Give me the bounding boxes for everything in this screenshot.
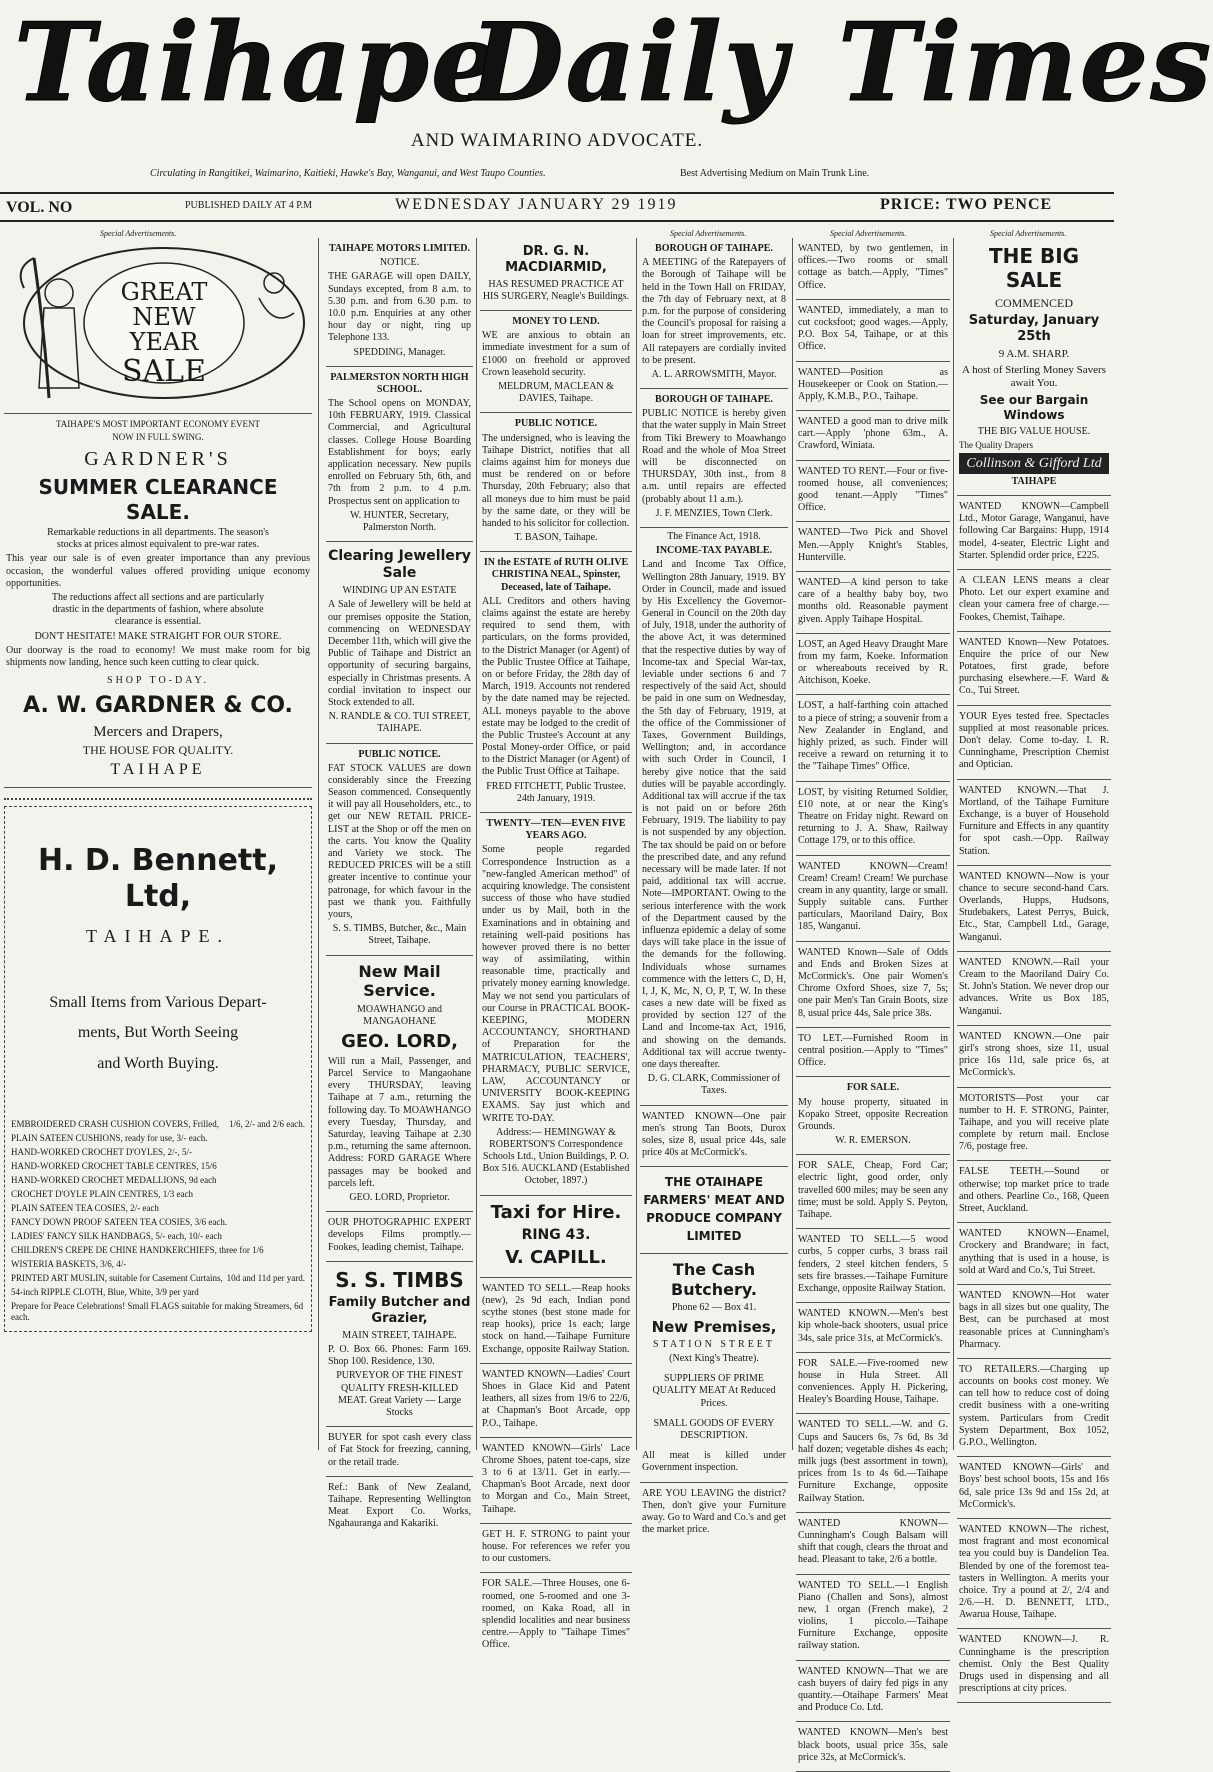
special-ads-label-6: Special Advertisements. <box>990 229 1067 238</box>
estate-sig: FRED FITCHETT, Public Trustee. 24th January, 1919. <box>486 780 626 804</box>
next-kings: (Next King's Theatre). <box>669 1353 759 1365</box>
commenced: COMMENCED <box>994 295 1073 310</box>
classified-ad <box>957 1629 1111 1703</box>
pns-body: The School opens on MONDAY, 10th FEBRUARY, 1919. Classical Commercial, and Agricultural classes. College House Boarding Establishment for boys; early application necessary. New pupils enrolled on February 5th, 6th, and 7th from 2 p.m. to 4 p.m. Prospectus sent on application to <box>328 398 471 507</box>
ad-text: FOR SALE.—Three Houses, one 6-roomed, one 5-roomed and one 3-roomed, on Kaka Road, all in splendid localities and near business centre.—Apply to "Taihape Times" Office. <box>482 1578 630 1651</box>
ad-text: WANTED TO SELL.—Reap hooks (new), 2s 9d each, Indian pond scythe stones (best stone made for reap hooks), price 1s each; large stock on hand.—Taihape Furniture Exchange, opposite Railway Station. <box>482 1282 630 1355</box>
big-sale-heading: THE BIG SALE <box>988 244 1080 293</box>
mercers: Mercers and Drapers, <box>93 724 223 741</box>
taxi-ad <box>480 1196 632 1278</box>
column-1 <box>4 238 312 1450</box>
photo-expert-ad <box>326 1212 473 1262</box>
cash-butchery-heading: The Cash Butchery. <box>671 1260 757 1299</box>
ad-text: WANTED a good man to drive milk cart.—Apply 'phone 63m., A. Crawford, Winiata. <box>798 416 948 452</box>
item-name: HAND-WORKED CROCHET TABLE CENTRES, 15/6 <box>11 1160 217 1171</box>
item-name: CROCHET D'OYLE PLAIN CENTRES, 1/3 each <box>11 1188 193 1199</box>
item-name: 54-inch RIPPLE CLOTH, Blue, White, 3/9 per yard <box>11 1286 199 1297</box>
collinson-logo: Collinson & Gifford Ltd <box>959 453 1109 474</box>
classified-ad <box>796 411 950 461</box>
strong-paint-ad <box>480 1524 632 1574</box>
money-body: WE are anxious to obtain an immediate investment for a sum of £1000 on freehold or approved Crown leasehold security. <box>482 330 630 378</box>
ad-text: WANTED KNOWN—Men's best black boots, usual price 35s, sale price 32s, at McCormick's. <box>798 1727 948 1763</box>
small-items-1: Small Items from Various Depart- <box>49 993 267 1011</box>
classified-ad <box>957 570 1111 632</box>
list-item <box>11 1119 305 1130</box>
jewellery-sale-ad <box>326 542 473 743</box>
classified-ad <box>957 632 1111 706</box>
gardners-p1: Remarkable reductions in all departments. The season's stocks at prices almost equivalent to pre-war rates. <box>47 527 269 551</box>
classified-ad <box>796 1661 950 1723</box>
taxi-name: V. CAPILL. <box>505 1246 607 1268</box>
special-ads-label-4: Special Advertisements. <box>670 229 747 238</box>
motors-sig: SPEDDING, Manager. <box>353 346 446 358</box>
item-name: EMBROIDERED CRASH CUSHION COVERS, Frilled, <box>11 1118 220 1129</box>
ad-text: FOR SALE, Cheap, Ford Car; electric light, good order, only travelled 600 miles; may be seen any time; must be sold. Apply S. Peyton, Taihape. <box>798 1160 948 1220</box>
otaihape-farmers-ad <box>640 1167 788 1254</box>
reference-body: Ref.: Bank of New Zealand, Taihape. Representing Wellington Meat Export Co. Works, Ngahauranga and Kakariki. <box>328 1481 471 1530</box>
buyer-body: BUYER for spot cash every class of Fat Stock for freezing, canning, or the retail trade. <box>328 1432 471 1468</box>
ad-text: WANTED—Position as Housekeeper or Cook on Station.—Apply, K.M.B., P.O., Taihape. <box>798 366 948 402</box>
sst-phones: P. O. Box 66. Phones: Farm 169. Shop 100. Residence, 130. <box>328 1344 471 1368</box>
item-name: WISTERIA BASKETS, 3/6, 4/- <box>11 1258 127 1269</box>
classified-ad <box>796 695 950 781</box>
public-notice-body: FAT STOCK VALUES are down considerably since the Freezing Season commenced. Consequently it will pay all Householders, etc., to get our NEW RETAIL PRICE-LIST at the Shop or off the men on the carts. You know the Quality and Variety we stock. The REDUCED PRICES will be a still greater incentive to continue your patronage, for which favour in the past we thank you. Faithfully yours, <box>328 762 471 920</box>
ad-text: FOR SALE.—Five-roomed new house in Hula Street. All conveniences. Apply H. Pickering, Healey's Boarding House, Taihape. <box>798 1357 948 1406</box>
column-3 <box>480 238 632 1651</box>
taxi-heading: Taxi for Hire. <box>490 1201 622 1223</box>
otaihape-heading: THE OTAIHAPE FARMERS' MEAT AND PRODUCE COMPANY LIMITED <box>643 1175 785 1244</box>
mail-service-ad <box>326 956 473 1213</box>
classified-ad <box>796 461 950 523</box>
classified-ad <box>796 1414 950 1512</box>
list-item <box>11 1133 305 1144</box>
classified-ad <box>796 238 950 300</box>
ad-text: WANTED Known—New Potatoes. Enquire the price of our New Potatoes, first grade, before purchasing elsewhere.—F. Ward & Co., Tui Street. <box>959 636 1109 697</box>
classified-ad <box>796 1303 950 1353</box>
borough-heading: BOROUGH OF TAIHAPE. <box>655 243 773 254</box>
jewellery-sig: N. RANDLE & CO. TUI STREET, TAIHAPE. <box>328 711 471 735</box>
twenty-body: Some people regarded Correspondence Instruction as a "new-fangled American method" of acquiring knowledge. The consistent success of those who have studied under us by Mail, both in the Examinations and in obtaining and retaining well-paid positions has however proved there is no better way of assimilating, within reasonable time, practically and privately money earning knowledge. May we not send you particulars of our Course in PRACTICAL BOOK-KEEPING, MODERN ACCOUNTANCY, SHORTHAND of Preparation for the MATRICULATION, TEACHERS', PHARMACY, PUBLIC SERVICE, LAW, ACCOUNTANCY or UNIVERSITY BOOK-KEEPING EXAMS. Say just which and WRITE TO-DAY. <box>482 844 630 1124</box>
mail-sig: GEO. LORD, Proprietor. <box>349 1191 450 1203</box>
list-item <box>11 1259 305 1270</box>
reap-hooks-ad <box>480 1278 632 1364</box>
event-line-1: TAIHAPE'S MOST IMPORTANT ECONOMY EVENT <box>56 419 260 429</box>
ad-text: WANTED KNOWN.—Rail your Cream to the Maoriland Dairy Co. St. John's Station. We never drop our advances. Write us Box 185, Wanganui. <box>959 956 1109 1017</box>
twenty-heading: TWENTY—TEN—EVEN FIVE YEARS AGO. <box>486 818 626 842</box>
item-name: Prepare for Peace Celebrations! Small FLAGS suitable for making Streamers, 6d each. <box>11 1300 304 1322</box>
jewellery-body: A Sale of Jewellery will be held at our premises opposite the Station, commencing on WEDNESDAY December 11th, which will give the Public of Taihape and District an opportunity of securing bargains, especially in Christmas presents. A cordial invitation to inspect our Stock extended to all. <box>328 599 471 708</box>
suppliers: SUPPLIERS OF PRIME QUALITY MEAT At Reduced Prices. <box>652 1373 776 1409</box>
event-line-2: NOW IN FULL SWING. <box>112 431 204 442</box>
masthead-word-taihape: Taihape <box>14 0 502 126</box>
neal-estate-ad <box>480 552 632 813</box>
leaving-district-ad <box>640 1483 788 1544</box>
ad-text: WANTED KNOWN—One pair men's strong Tan Boots, Durox soles, size 8, usual price 44s, sale price 40s at McCormick's. <box>642 1110 786 1159</box>
classified-ad <box>796 572 950 634</box>
gardners-title: GARDNER'S <box>84 447 232 470</box>
ad-text: WANTED KNOWN—Cream! Cream! Cream! Cream! We purchase cream in any quantity, large or small. Supply suitable cans. Further particulars, Maoriland Dairy, Box 185, Wanganui. <box>798 860 948 933</box>
classified-ad <box>957 1223 1111 1285</box>
classified-ad <box>957 1088 1111 1162</box>
hdb-name: H. D. Bennett, Ltd, <box>37 842 279 915</box>
gardners-p5: Our doorway is the road to economy! We must make room for big shipments now landing, hence such keen cutting to clear quick. <box>6 644 310 668</box>
jewellery-sub: WINDING UP AN ESTATE <box>342 585 457 597</box>
estate-body: ALL Creditors and others having claims against the estate are hereby required to send them, with particulars, on the forms provided, to the District Manager (or Agent) of the Public Trustee Office at Taihape, on or before Friday, the 28th day of March, 1919. Accounts not rendered by the date named may be rejected. ALL moneys payable to the above estate may be lodged to the credit of the Public Trustee's Account at any Postal Money-order Office, or paid to the District Manager (or Agent) of the Public Trust Office at Taihape. <box>482 595 630 778</box>
for-sale-body: My house property, situated in Kopako Street, opposite Recreation Grounds. <box>798 1096 948 1132</box>
classified-ad <box>796 942 950 1028</box>
ad-text: WANTED KNOWN.—Men's best kip whole-back shooters, usual price 34s, sale price 31s, at McCormick's. <box>798 1308 948 1344</box>
pns-heading: PALMERSTON NORTH HIGH SCHOOL. <box>330 371 469 395</box>
issue-price: PRICE: TWO PENCE <box>880 196 1053 213</box>
special-ads-label-1: Special Advertisements. <box>100 229 177 238</box>
classified-ad <box>957 1026 1111 1088</box>
ad-text: LOST, a half-farthing coin attached to a piece of string; a souvenir from a New Zealander in England, and highly prized, as such. Finder will receive a reward on returning it to the "Taihape Times" Office. <box>798 700 948 773</box>
gny-line-3: SALE <box>121 353 207 389</box>
bason-sig: T. BASON, Taihape. <box>514 532 598 544</box>
classified-ad <box>957 1519 1111 1630</box>
awg-town: TAIHAPE <box>110 761 206 779</box>
ad-text: WANTED TO RENT.—Four or five-roomed house, all conveniences; good tenant.—Apply "Times" Office. <box>798 465 948 514</box>
ad-text: WANTED TO SELL.—1 English Piano (Challen and Sons), almost new, 1 organ (French make), 2 violins, 1 piccolo.—Taihape Furniture Exchange, opposite railway station. <box>798 1579 948 1652</box>
money-heading: MONEY TO LEND. <box>512 316 600 328</box>
summer-clearance-title: SUMMER CLEARANCE SALE. <box>38 475 278 524</box>
classified-list-2 <box>796 1155 950 1772</box>
emerson-for-sale-ad <box>796 1077 950 1155</box>
finance-body: Land and Income Tax Office, Wellington 28th January, 1919. BY Order in Council, made and issued by His Excellency the Governor-General in Council on the 20th day of July, 1918, under the authority of the above Act, it was determined that the respective duties by way of Income-tax and Special War-tax, leviable under sections 6 and 7 respectively of the said Act, should be paid in one sum on Wednesday, the 5th day of February, 1919, at the office of the Commissioner of Taxes, Government Buildings, Wellington; and, in accordance with such Order in Council, I hereby give notice that the said duties will be payable accordingly. Additional tax will accrue if the tax is not paid on or before 26th February, 1919. The liability to pay is not suspended by any objection. The tax should be paid on or before the prescribed date, and any refund necessary will be made later. If not paid, additional tax will accrue. Note—IMPORTANT. Owing to the serious interference with the work of the Department caused by the influenza epidemic a delay of some days will take place in the issue of the demands for the following. Individuals whose surnames commence with the letters C, D, H, I, J, K, Mc, N, O, P, T, W. In these cases a new date will be fixed as provided by section 127 of the Land and Income-tax Act, 1916, and showing on the demands. Additional tax will accrue twenty-one days thereafter. <box>642 559 786 1070</box>
bason-body: The undersigned, who is leaving the Taihape District, notifies that all claims against him for moneys due must be rendered on or before Thursday, 20th February; also that all moneys due to him must be paid by the same date, or they will be handed to his solicitor for collection. <box>482 432 630 529</box>
classified-ad <box>957 1457 1111 1519</box>
small-items-2: ments, But Worth Seeing <box>77 1024 239 1042</box>
classified-ad <box>796 1513 950 1575</box>
ad-text: WANTED KNOWN.—That J. Mortland, of the Taihape Furniture Exchange, is a buyer of Household Furniture and Effects in any quantity for spot cash.—Opp. Railway Station. <box>959 784 1109 857</box>
motors-notice: NOTICE. <box>379 257 420 269</box>
item-name: PLAIN SATEEN CUSHIONS, ready for use, 3/- each. <box>11 1132 208 1143</box>
borough-meeting-ad <box>640 238 788 389</box>
issue-date: WEDNESDAY JANUARY 29 1919 <box>395 196 678 213</box>
nine-am: 9 A.M. SHARP. <box>998 348 1070 361</box>
gardners-sale-ad <box>4 414 312 788</box>
list-item <box>11 1175 305 1186</box>
ad-text: LOST, by visiting Returned Soldier, £10 note, at or near the King's Theatre on Friday night. Reward on returning to J. A. Shaw, Railway Cottage 179, or to this office. <box>798 786 948 847</box>
borough-sig: A. L. ARROWSMITH, Mayor. <box>651 368 777 380</box>
volume-number: VOL. NO <box>6 199 73 216</box>
taihape-motors-ad <box>326 238 473 367</box>
finance-act-ad <box>640 528 788 1106</box>
borough2-heading: BOROUGH OF TAIHAPE. <box>655 394 773 406</box>
ad-text: WANTED KNOWN—Hot water bags in all sizes but one quality, The Best, can be purchased at most reasonable prices at Cunningham's Pharmacy. <box>959 1289 1109 1350</box>
court-shoes-ad <box>480 1364 632 1438</box>
classified-ad <box>796 300 950 362</box>
taxi-ring: RING 43. <box>521 1226 591 1243</box>
sst-addr: MAIN STREET, TAIHAPE. <box>342 1329 457 1341</box>
item-name: PRINTED ART MUSLIN, suitable for Casement Curtains, <box>11 1272 223 1283</box>
masthead-subtitle: AND WAIMARINO ADVOCATE. <box>410 130 704 151</box>
ad-text: TO LET.—Furnished Room in central position.—Apply to "Times" Office. <box>798 1032 948 1069</box>
reference-ad <box>326 1477 473 1538</box>
host-line: A host of Sterling Money Savers await You. <box>962 363 1106 389</box>
motors-body: THE GARAGE will open DAILY, Sundays excepted, from 8 a.m. to 5.30 p.m. and from 6.30 p.m. to 10.0 p.m. Enquiries at any other hour day or night, ring up Telephone 133. <box>328 271 471 344</box>
column-rule <box>636 238 637 1450</box>
masthead-word-times: Times <box>838 0 1213 126</box>
small-goods: SMALL GOODS OF EVERY DESCRIPTION. <box>653 1417 775 1441</box>
ad-text: FALSE TEETH.—Sound or otherwise; top market price to trade and others. Pearline Co., 168, Queen Street, Auckland. <box>959 1166 1109 1215</box>
money-sig: MELDRUM, MACLEAN & DAVIES, Taihape. <box>498 381 614 405</box>
ad-text: WANTED KNOWN—Campbell Ltd., Motor Garage, Wanganui, have following Car Bargains: Hupp, 1914 model, 4-seater, Electric Light and Starter. Splendid order price, £225. <box>959 501 1109 561</box>
mail-sub: MOAWHANGO and MANGAOHANE <box>356 1003 443 1027</box>
ad-text: WANTED KNOWN—Now is your chance to secure second-hand Cars. Overlands, Hupps, Hudsons, Studebakers, Latest Perrys, Buick, Etc., Star, Campbell Ltd., Garage, Wanganui. <box>959 870 1109 943</box>
classified-ad <box>796 1722 950 1772</box>
ad-text: WANTED KNOWN—Ladies' Court Shoes in Glace Kid and Patent leathers, all sizes from 19/6 to 22/6, at Chapman's Boot Arcade, opp P.O., Taihape. <box>482 1368 630 1429</box>
classified-ad <box>796 1229 950 1303</box>
sst-sub: Family Butcher and Grazier, <box>328 1295 471 1326</box>
ad-text: WANTED KNOWN—Enamel, Crockery and Brandware; in fact, anything that is used in a house, is sold at Ward and Co.'s, Tui Street. <box>959 1228 1109 1276</box>
cash-phone: Phone 62 — Box 41. <box>671 1302 757 1314</box>
bason-heading: PUBLIC NOTICE. <box>514 418 598 430</box>
item-price: 1/6, 2/- and 2/6 each. <box>229 1118 305 1129</box>
ad-text: TO RETAILERS.—Charging up accounts on books cost money. We can tell how to reduce cost of doing credit business with a one-writing system. Particulars from Credit System Department, Box 1052, G.P.O., Wellington. <box>959 1363 1109 1449</box>
gardners-p2: This year our sale is of even greater importance than any previous occasion, the wonderful values offered providing unique economy opportunities. <box>6 553 310 589</box>
hd-bennett-ad <box>4 806 312 1333</box>
tan-boots-ad <box>640 1106 788 1168</box>
column-2 <box>326 238 473 1530</box>
item-name: PLAIN SATEEN TEA COSIES, 2/- each <box>11 1202 159 1213</box>
gny-line-1: GREAT <box>120 278 208 306</box>
classified-ad <box>796 782 950 856</box>
ad-text: WANTED—A kind person to take care of a healthy baby boy, two months old. Reasonable payment given. Apply Taihape Hospital. <box>798 576 948 625</box>
shop-today: SHOP TO-DAY. <box>107 675 209 687</box>
ad-text: WANTED Known—Sale of Odds and Ends and Broken Sizes at McCormick's. One pair Women's Chrome Oxford Shoes, size 7, 5s; one pair Men's Tan Grain Boots, size 8, usual price 44s, Sale price 38s. <box>798 946 948 1019</box>
sst-name: S. S. TIMBS <box>335 1267 464 1292</box>
item-name: LADIES' FANCY SILK HANDBAGS, 5/- each, 10/- each <box>11 1230 222 1241</box>
circulation-line: Circulating in Rangitikei, Waimarino, Kaitieki, Hawke's Bay, Wanganui, and West Taupo Counties. <box>150 168 546 179</box>
classified-ad <box>957 1285 1111 1359</box>
estate-heading: IN the ESTATE of RUTH OLIVE CHRISTINA NEAL, Spinster, Deceased, late of Taihape. <box>483 557 629 593</box>
sst-body: PURVEYOR OF THE FINEST QUALITY FRESH-KILLED MEAT. Great Variety — Large Stocks <box>336 1370 463 1418</box>
great-new-year-sale-illustration <box>4 238 312 414</box>
ad-text: WANTED—Two Pick and Shovel Men.—Apply Knight's Stables, Hunterville. <box>798 527 948 563</box>
best-medium-line: Best Advertising Medium on Main Trunk Line. <box>680 168 870 179</box>
ad-text: YOUR Eyes tested free. Spectacles supplied at most reasonable prices. Don't delay. Come to-day. I. R. Cunninghame, Prescription Chemist and Optician. <box>959 710 1109 771</box>
ad-text: GET H. F. STRONG to paint your house. For references we refer you to our customers. <box>482 1528 630 1565</box>
new-premises: New Premises, <box>651 1317 777 1336</box>
masthead-word-daily: Daily <box>470 0 789 126</box>
public-notice-timbs-ad <box>326 744 473 956</box>
ad-text: WANTED KNOWN—J. R. Cunninghame is the prescription chemist. Only the Best Quality Drugs used in dispensing and all prescriptions at city prices. <box>959 1634 1109 1695</box>
item-price: 10d and 11d per yard. <box>226 1272 305 1283</box>
buyer-ad <box>326 1427 473 1477</box>
borough2-body: PUBLIC NOTICE is hereby given that the water supply in Main Street from Tiki Brewery to Moawhango Road and the whole of Moa Street will be disconnected on THURSDAY, 30th inst., from 8 a.m. until repairs are effected (probably about 11 a.m.). <box>642 408 786 505</box>
ad-text: WANTED, by two gentlemen, in offices.—Two rooms or small cottage as batch.—Apply, "Times" Office. <box>798 243 948 291</box>
classified-ad <box>796 634 950 696</box>
for-sale-heading: FOR SALE. <box>846 1082 900 1094</box>
sat-date: Saturday, January 25th <box>968 313 1100 345</box>
photo-body: OUR PHOTOGRAPHIC EXPERT develops Films promptly.—Fookes, leading chemist, Taihape. <box>328 1217 471 1253</box>
classified-ad <box>796 856 950 942</box>
ad-text: WANTED TO SELL.—W. and G. Cups and Saucers 6s, 7s 6d, 8s 3d half dozen; vegetable dishes 4s each; milk jugs (best assortment in town), prices from 1s to 4s 6d.—Taihape Furniture Exchange, opposite Railway Station. <box>798 1419 948 1504</box>
classified-ad <box>957 496 1111 570</box>
mail-heading: New Mail Service. <box>358 961 441 1001</box>
masthead-rule-bottom <box>0 220 1114 222</box>
correspondence-school-ad <box>480 813 632 1196</box>
palmerston-school-ad <box>326 367 473 542</box>
gardners-p3: The reductions affect all sections and are particularly drastic in the departments of fashion, where absolute clearance is essential. <box>51 592 265 628</box>
pns-sig: W. HUNTER, Secretary, Palmerston North. <box>350 509 449 533</box>
masthead-rule-top <box>0 192 1114 194</box>
cash-butchery-ad <box>640 1254 788 1482</box>
houses-for-sale-ad <box>480 1573 632 1658</box>
column-rule <box>792 238 793 1450</box>
column-4 <box>640 238 788 1536</box>
finance-sub: INCOME-TAX PAYABLE. <box>655 545 773 557</box>
classified-ad <box>957 706 1111 780</box>
ad-text: A CLEAN LENS means a clear Photo. Let our expert examine and clean your camera free of charge.—Fookes, Chemist, Taihape. <box>959 574 1109 623</box>
quality-drapers: The Quality Drapers <box>959 439 1033 450</box>
ad-text: WANTED TO SELL.—5 wood curbs, 5 copper curbs, 3 brass rail fenders, 2 steel kitchen fenders, 5 sets fire brasses.—Taihape Furniture Exchange, opposite Railway Station. <box>798 1234 948 1294</box>
list-item <box>11 1203 305 1214</box>
big-value-house: THE BIG VALUE HOUSE. <box>977 425 1091 437</box>
geo-lord: GEO. LORD, <box>341 1030 458 1052</box>
list-item <box>11 1217 305 1228</box>
awg-name: A. W. GARDNER & CO. <box>23 693 293 719</box>
ornamental-border <box>4 788 312 800</box>
borough-water-ad <box>640 389 788 528</box>
dr-body: HAS RESUMED PRACTICE AT HIS SURGERY, Neagle's Buildings. <box>482 278 630 302</box>
ad-text: MOTORISTS—Post your car number to H. F. STRONG, Painter, Taihape, and you will receive plate complete by return mail. Enclose 7/6, postage free. <box>959 1092 1109 1153</box>
motors-heading: TAIHAPE MOTORS LIMITED. <box>328 243 471 254</box>
twenty-sig: Address:— HEMINGWAY & ROBERTSON'S Correspondence Schools Ltd., Union Buildings, P. O. Box 516. AUCKLAND (Established October, 1897.) <box>482 1126 630 1187</box>
borough2-sig: J. F. MENZIES, Town Clerk. <box>655 507 773 519</box>
list-item <box>11 1147 305 1158</box>
house-for-quality: THE HOUSE FOR QUALITY. <box>82 743 234 758</box>
item-name: CHILDREN'S CREPE DE CHINE HANDKERCHIEFS, three for 1/6 <box>11 1244 264 1255</box>
ad-text: WANTED KNOWN—Girls' and Boys' best school boots, 15s and 16s 6d, sale price 13s 9d and 15s 2d, at McCormick's. <box>959 1462 1109 1510</box>
classified-list-1 <box>796 238 950 1077</box>
item-name: HAND-WORKED CROCHET D'OYLES, 2/-, 5/- <box>11 1146 192 1157</box>
small-items-3: and Worth Buying. <box>97 1054 219 1072</box>
dr-heading: DR. G. N. MACDIARMID, <box>505 244 607 275</box>
list-item <box>11 1189 305 1200</box>
mail-body: Will run a Mail, Passenger, and Parcel Service to Mangaohane every THURSDAY, leaving Taihape at 7 a.m., returning the following day. To MOAWHANGO every Tuesday, Thursday, and Saturday, leaving Taihape at 2.30 p.m., returning the same afternoon. Address: FORD GARAGE Where passages may be booked and parcels left. <box>328 1055 471 1189</box>
classified-ad <box>957 952 1111 1026</box>
ad-text: WANTED KNOWN.—One pair girl's strong shoes, size 11, usual price 16s 11d, sale price 6s, at McCormick's. <box>959 1030 1109 1079</box>
list-item <box>11 1231 305 1242</box>
ad-text: WANTED, immediately, a man to cut cocksfoot; good wages.—Apply, P.O. Box 54, Taihape, or at this Office. <box>798 304 948 353</box>
killed: All meat is killed under Government inspection. <box>642 1450 786 1474</box>
classified-ad <box>796 362 950 412</box>
classified-ad <box>957 780 1111 866</box>
see-windows: See our Bargain Windows <box>979 393 1089 422</box>
classified-list-3 <box>957 496 1111 1703</box>
column-5 <box>796 238 950 1763</box>
ad-text: WANTED KNOWN—The richest, most fragrant and most economical tea you could buy is Dandelion Tea. Blended by one of the foremost tea-tasters in Wellington. A merits your choice. Try a pound at 2/, 2/4 and 2/6.—H. D. BENNETT, LTD., Awarua House, Taihape. <box>959 1523 1109 1621</box>
item-name: FANCY DOWN PROOF SATEEN TEA COSIES, 3/6 each. <box>11 1216 228 1227</box>
jewellery-heading: Clearing Jewellery Sale <box>328 548 471 582</box>
published-daily: PUBLISHED DAILY AT 4 P.M <box>185 200 313 211</box>
ad-text: ARE YOU LEAVING the district? Then, don't give your Furniture away. Go to Ward and Co.'s and get the market price. <box>642 1487 786 1536</box>
list-item <box>11 1161 305 1172</box>
list-item <box>11 1273 305 1284</box>
public-notice-sig: S. S. TIMBS, Butcher, &c., Main Street, Taihape. <box>332 923 467 947</box>
collinson-town: TAIHAPE <box>1011 475 1057 487</box>
bason-notice-ad <box>480 413 632 552</box>
list-item <box>11 1287 305 1298</box>
special-ads-label-5: Special Advertisements. <box>830 229 907 238</box>
money-to-lend-ad <box>480 311 632 413</box>
for-sale-sig: W. R. EMERSON. <box>835 1135 911 1147</box>
ad-text: WANTED KNOWN—Cunningham's Cough Balsam will shift that cough, clears the throat and head. Pleasant to take, 2/6 a bottle. <box>798 1517 948 1566</box>
big-sale-ad <box>957 238 1111 496</box>
item-name: HAND-WORKED CROCHET MEDALLIONS, 9d each <box>11 1174 217 1185</box>
column-rule <box>318 238 319 1450</box>
public-notice-heading: PUBLIC NOTICE. <box>358 748 441 760</box>
ss-timbs-ad <box>326 1262 473 1427</box>
finance-heading: The Finance Act, 1918. <box>667 530 761 542</box>
ad-text: WANTED KNOWN—Girls' Lace Chrome Shoes, patent toe-caps, size 3 to 6 at 13/11. Get in early.—Chapman's Boot Arcade, next door to Morgan and Co., Main Street, Taihape. <box>482 1442 630 1515</box>
classified-ad <box>796 1353 950 1415</box>
classified-ad <box>796 1575 950 1661</box>
classified-ad <box>957 1161 1111 1223</box>
hdb-item-list <box>11 1119 305 1323</box>
gardners-p4: DON'T HESITATE! MAKE STRAIGHT FOR OUR STORE. <box>34 630 282 642</box>
station-street: STATION STREET <box>652 1338 776 1350</box>
hdb-town: TAIHAPE. <box>85 925 231 946</box>
girls-shoes-ad <box>480 1438 632 1524</box>
classified-ad <box>796 1028 950 1078</box>
dr-macdiarmid-ad <box>480 238 632 311</box>
gny-line-2: NEW YEAR <box>129 303 199 357</box>
column-6 <box>957 238 1111 1695</box>
classified-ad <box>796 522 950 572</box>
list-item <box>11 1245 305 1256</box>
ad-text: WANTED KNOWN—That we are cash buyers of dairy fed pigs in any quantity.—Otaihape Farmers' Meat and Produce Co. Ltd. <box>798 1665 948 1714</box>
borough-body: A MEETING of the Ratepayers of the Borough of Taihape will be held in the Town Hall on FRIDAY, the 7th day of February next, at 8 p.m. for the purpose of considering the Council's proposal for raising a loan for street improvements, etc. All ratepayers are cordially invited to be present. <box>642 257 786 366</box>
column-rule <box>476 238 477 1450</box>
finance-sig: D. G. CLARK, Commissioner of Taxes. <box>647 1073 781 1097</box>
column-rule <box>953 238 954 1450</box>
ad-text: LOST, an Aged Heavy Draught Mare from my farm, Koeke. Information or whereabouts received by R. Aitchison, Koeke. <box>798 638 948 687</box>
list-item <box>11 1301 305 1323</box>
classified-ad <box>796 1155 950 1229</box>
classified-ad <box>957 866 1111 952</box>
classified-ad <box>957 1359 1111 1457</box>
